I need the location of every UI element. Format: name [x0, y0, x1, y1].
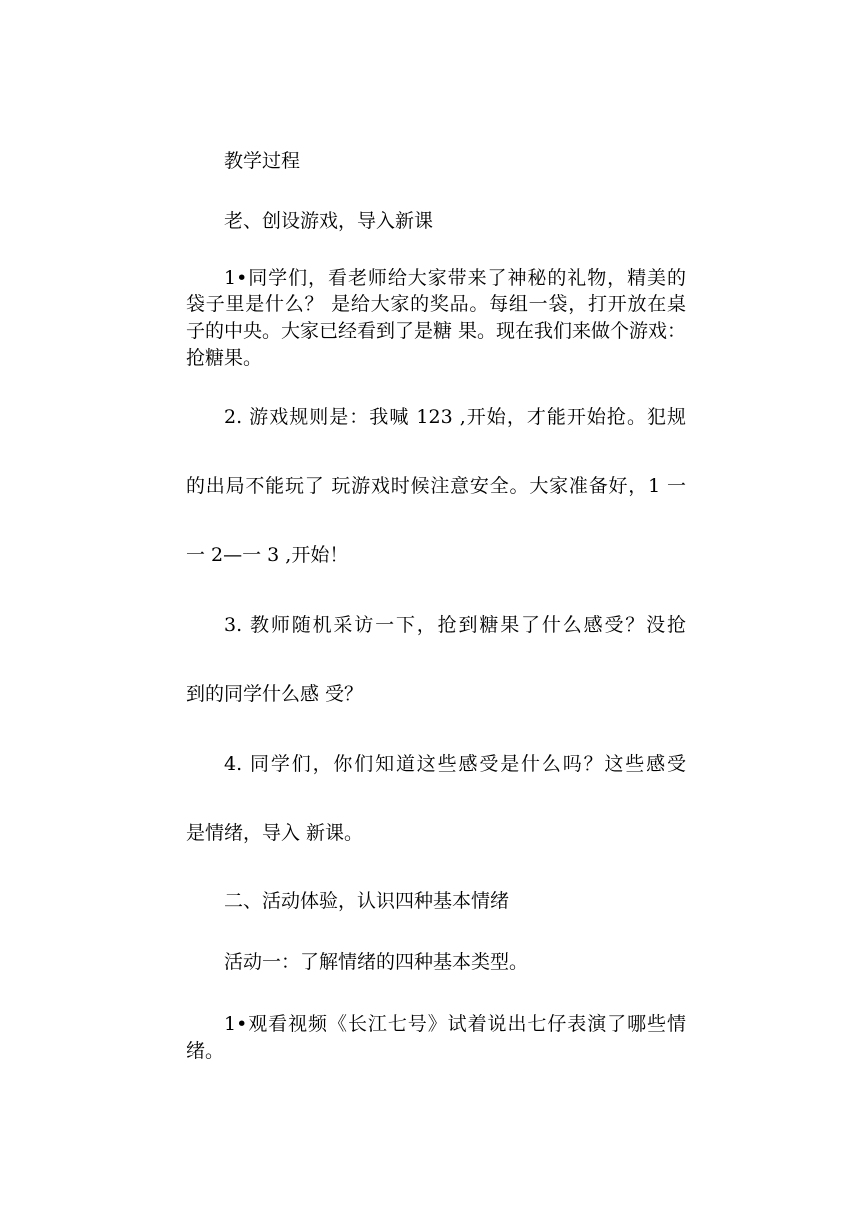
paragraph-5-line-1: 1•观看视频《长江七号》试着说出七仔表演了哪些情: [224, 1013, 686, 1035]
paragraph-3-line-2: 到的同学什么感 受？: [186, 683, 364, 705]
paragraph-4-line-1: 4. 同学们，你们知道这些感受是什么吗？这些感受: [224, 753, 686, 775]
paragraph-5-line-2: 绪。: [186, 1040, 225, 1062]
section-1-title: 老、创设游戏，导入新课: [224, 210, 434, 232]
section-2-title: 二、活动体验，认识四种基本情绪: [224, 890, 510, 912]
paragraph-2-line-1: 2. 游戏规则是：我喊 123 ,开始，才能开始抢。犯规: [224, 406, 686, 428]
heading-teaching-process: 教学过程: [224, 150, 301, 172]
paragraph-3-line-1: 3. 教师随机采访一下，抢到糖果了什么感受？没抢: [224, 614, 686, 636]
paragraph-1-line-2: 袋子里是什么？ 是给大家的奖品。每组一袋，打开放在桌: [186, 293, 686, 315]
paragraph-1-line-3: 子的中央。大家已经看到了是糖 果。现在我们来做个游戏：: [186, 320, 687, 342]
paragraph-2-line-2: 的出局不能玩了 玩游戏时候注意安全。大家准备好，1 一: [186, 475, 686, 497]
activity-1-title: 活动一：了解情绪的四种基本类型。: [224, 951, 529, 973]
paragraph-2-line-3: 一 2—一 3 ,开始！: [186, 544, 349, 566]
paragraph-1-line-4: 抢糖果。: [186, 347, 263, 369]
paragraph-4-line-2: 是情绪，导入 新课。: [186, 822, 364, 844]
paragraph-1-line-1: 1•同学们，看老师给大家带来了神秘的礼物，精美的: [224, 267, 686, 289]
